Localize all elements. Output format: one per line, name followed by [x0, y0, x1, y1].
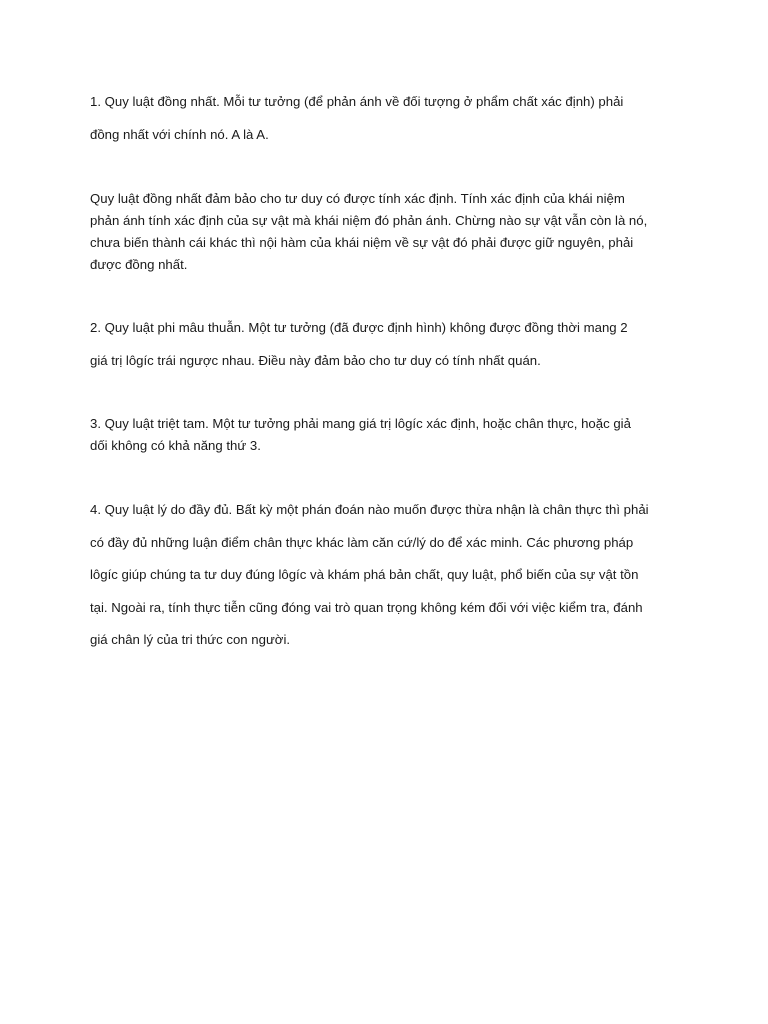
text-line: 1. Quy luật đồng nhất. Mỗi tư tưởng (để phản ánh về đối tượng ở phẩm chất xác định) phải: [90, 94, 624, 109]
text-line: lôgíc giúp chúng ta tư duy đúng lôgíc và khám phá bản chất, quy luật, phổ biến của sự vật tồn: [90, 567, 639, 582]
text-line: dối không có khả năng thứ 3.: [90, 438, 261, 453]
text-line: chưa biến thành cái khác thì nội hàm của khái niệm về sự vật đó phải được giữ nguyên, phải: [90, 235, 634, 250]
paragraph-law-of-excluded-middle: [90, 413, 680, 457]
paragraph-law-of-sufficient-reason: [90, 494, 680, 657]
text-line: đồng nhất với chính nó. A là A.: [90, 126, 269, 142]
paragraph-law-of-non-contradiction: [90, 312, 680, 377]
text-line: tại. Ngoài ra, tính thực tiễn cũng đóng vai trò quan trọng không kém đối với việc kiểm tra, đánh: [90, 599, 643, 615]
text-line: Quy luật đồng nhất đảm bảo cho tư duy có được tính xác định. Tính xác định của khái niệm: [90, 191, 625, 206]
text-line: 2. Quy luật phi mâu thuẫn. Một tư tưởng (đã được định hình) không được đồng thời mang 2: [90, 320, 628, 335]
text-line: giá trị lôgíc trái ngược nhau. Điều này đảm bảo cho tư duy có tính nhất quán.: [90, 352, 541, 368]
text-line: 4. Quy luật lý do đầy đủ. Bất kỳ một phán đoán nào muốn được thừa nhận là chân thực thì phải: [90, 502, 649, 517]
text-line: phản ánh tính xác định của sự vật mà khái niệm đó phản ánh. Chừng nào sự vật vẫn còn là nó,: [90, 213, 648, 228]
text-line: giá chân lý của tri thức con người.: [90, 632, 291, 647]
text-line: 3. Quy luật triệt tam. Một tư tưởng phải mang giá trị lôgíc xác định, hoặc chân thực, hoặc giả: [90, 416, 631, 431]
paragraph-identity-explanation: [90, 188, 680, 276]
text-line: có đầy đủ những luận điểm chân thực khác làm căn cứ/lý do để xác minh. Các phương pháp: [90, 534, 634, 550]
text-line: được đồng nhất.: [90, 257, 188, 272]
paragraph-law-of-identity: [90, 86, 680, 151]
